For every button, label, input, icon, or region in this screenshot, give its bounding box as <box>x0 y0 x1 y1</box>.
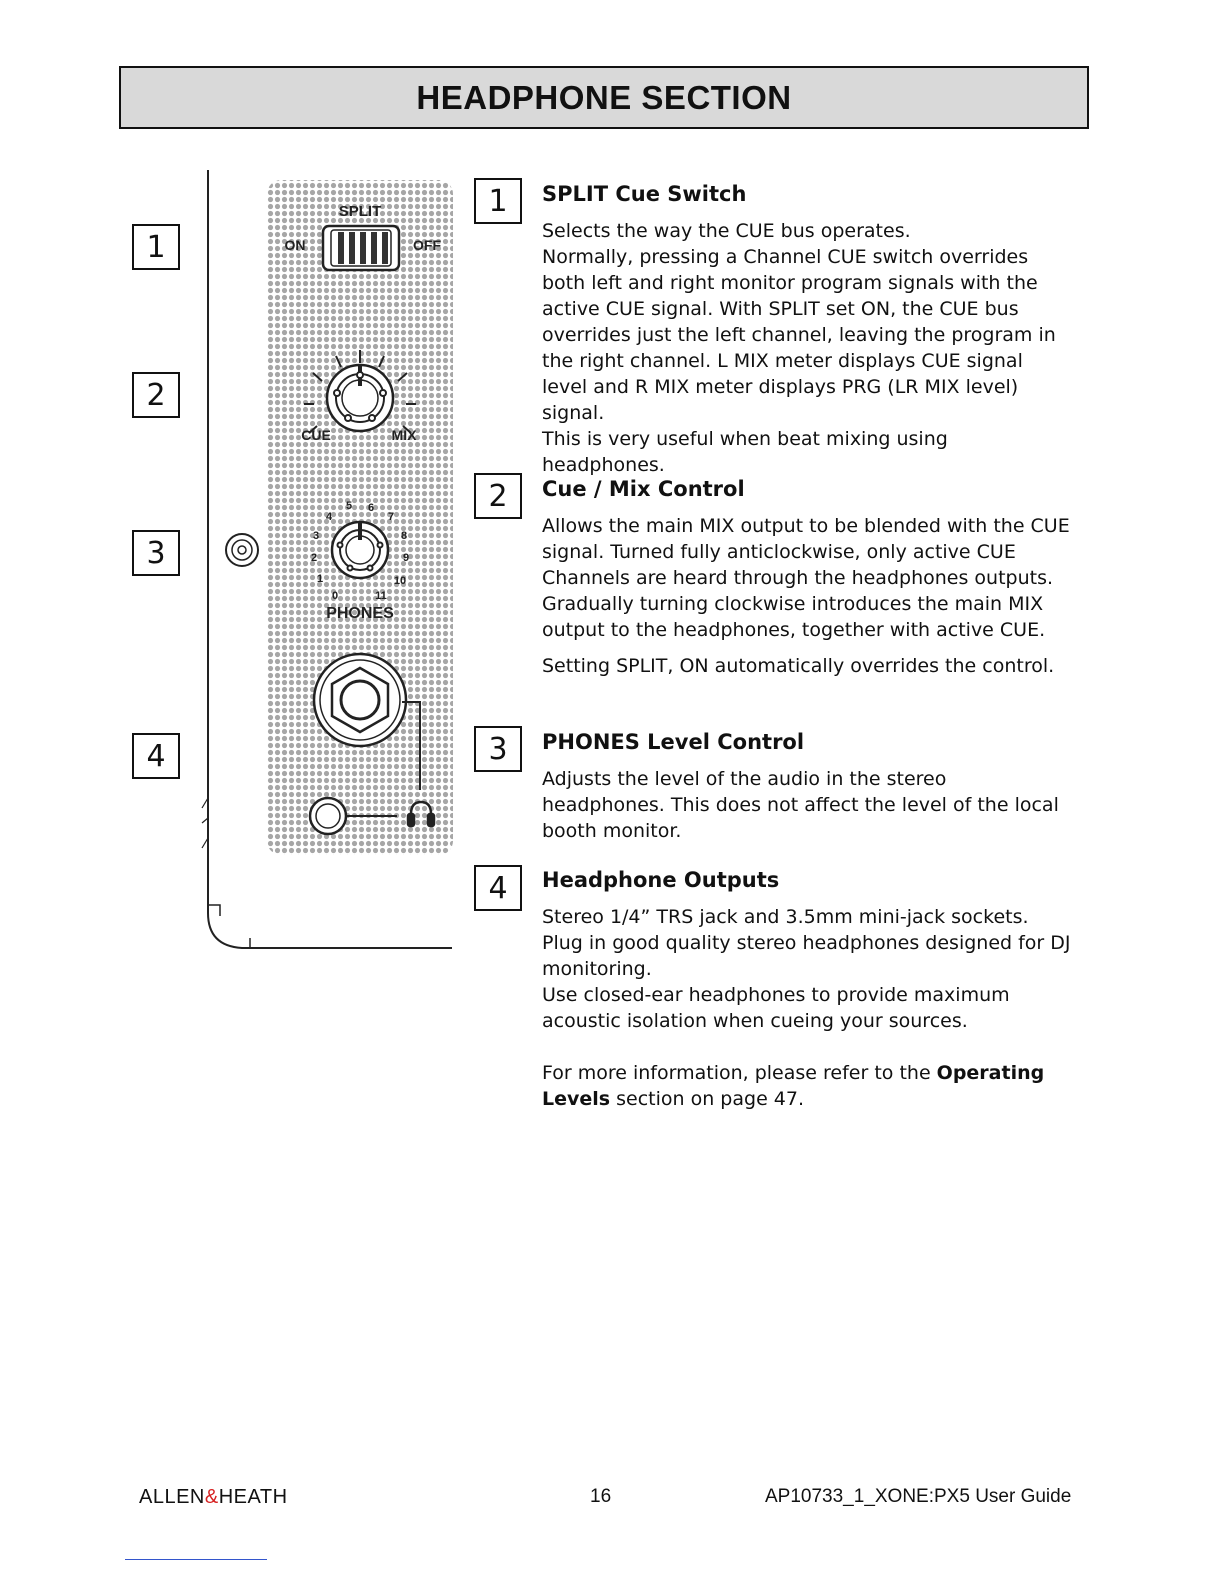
phones-label: PHONES <box>326 605 394 622</box>
mix-label: MIX <box>391 427 417 443</box>
phones-level-knob[interactable] <box>332 522 388 578</box>
section-body: Setting SPLIT, ON automatically overrides the control. <box>542 655 1055 677</box>
callout-right-4: 4 <box>474 865 522 911</box>
section-heading: PHONES Level Control <box>542 730 805 754</box>
page-number: 16 <box>590 1486 612 1507</box>
callout-right-2: 2 <box>474 473 522 519</box>
callout-left-2: 2 <box>132 372 180 418</box>
split-switch[interactable] <box>323 226 399 270</box>
brand-right: HEATH <box>218 1486 288 1508</box>
phones-scale-8: 8 <box>400 530 408 542</box>
brand-logo <box>139 1486 288 1509</box>
section-body: Adjusts the level of the audio in the stereo headphones. This does not affect the level of the local booth monitor. <box>542 768 1059 842</box>
phones-scale-4: 4 <box>325 511 333 523</box>
section-heading: Cue / Mix Control <box>542 477 745 501</box>
section-phones-level-control <box>542 729 1072 854</box>
callout-left-4: 4 <box>132 733 180 779</box>
reference-note <box>542 1060 1072 1112</box>
footnote-rule <box>125 1559 267 1560</box>
callout-right-1: 1 <box>474 178 522 224</box>
reference-note-prefix: For more information, please refer to the <box>542 1062 937 1084</box>
section-split-cue-switch <box>542 181 1072 488</box>
callout-left-1: 1 <box>132 224 180 270</box>
phones-scale-11: 11 <box>375 590 387 602</box>
phones-scale-7: 7 <box>387 511 395 523</box>
reference-link-operating-levels: Operating Levels <box>542 1062 1045 1110</box>
section-heading: Headphone Outputs <box>542 868 780 892</box>
split-label: SPLIT <box>338 203 382 220</box>
screw-icon <box>226 534 258 566</box>
brand-left: ALLEN <box>139 1486 205 1508</box>
section-body: Stereo 1/4” TRS jack and 3.5mm mini-jack sockets. Plug in good quality stereo headphones designed for DJ monitoring. Use closed-ear headphones to provide maximum acoustic isolation when cueing your sources. <box>542 906 1071 1032</box>
trs-jack-socket[interactable] <box>314 654 406 746</box>
reference-note-suffix: section on page 47. <box>610 1088 805 1110</box>
brand-amp: & <box>204 1486 219 1508</box>
section-headphone-outputs <box>542 867 1072 1122</box>
phones-scale-10: 10 <box>393 575 407 587</box>
mesh-panel <box>267 180 453 855</box>
page-title: HEADPHONE SECTION <box>119 66 1089 129</box>
document-id: AP10733_1_XONE:PX5 User Guide <box>765 1486 1072 1507</box>
phones-scale-1: 1 <box>316 573 324 585</box>
phones-scale-5: 5 <box>345 500 353 512</box>
section-heading: SPLIT Cue Switch <box>542 182 747 206</box>
phones-scale-9: 9 <box>402 552 410 564</box>
phones-scale-0: 0 <box>331 590 339 602</box>
mini-jack-socket[interactable] <box>310 798 346 834</box>
cue-label: CUE <box>301 427 331 443</box>
phones-scale-3: 3 <box>312 530 320 542</box>
section-body: Selects the way the CUE bus operates. Normally, pressing a Channel CUE switch overrides both left and right monitor program signals with the active CUE signal. With SPLIT set ON, the CUE bus overrides just the left channel, leaving the program in the right channel. L MIX meter displays CUE signal level and R MIX meter displays PRG (LR MIX level) signal. This is very useful when beat mixing using headphones. <box>542 220 1056 476</box>
callout-right-3: 3 <box>474 726 522 772</box>
headphone-panel-diagram <box>190 168 460 958</box>
phones-scale-2: 2 <box>310 552 318 564</box>
section-cue-mix-control <box>542 476 1072 689</box>
split-off-label: OFF <box>413 237 441 253</box>
callout-left-3: 3 <box>132 530 180 576</box>
phones-scale-6: 6 <box>367 502 375 514</box>
section-body: Allows the main MIX output to be blended with the CUE signal. Turned fully anticlockwise, only active CUE Channels are heard through the headphones outputs. Gradually turning clockwise introduces the main MIX output to the headphones, together with active CUE. <box>542 515 1070 641</box>
split-on-label: ON <box>284 237 306 253</box>
